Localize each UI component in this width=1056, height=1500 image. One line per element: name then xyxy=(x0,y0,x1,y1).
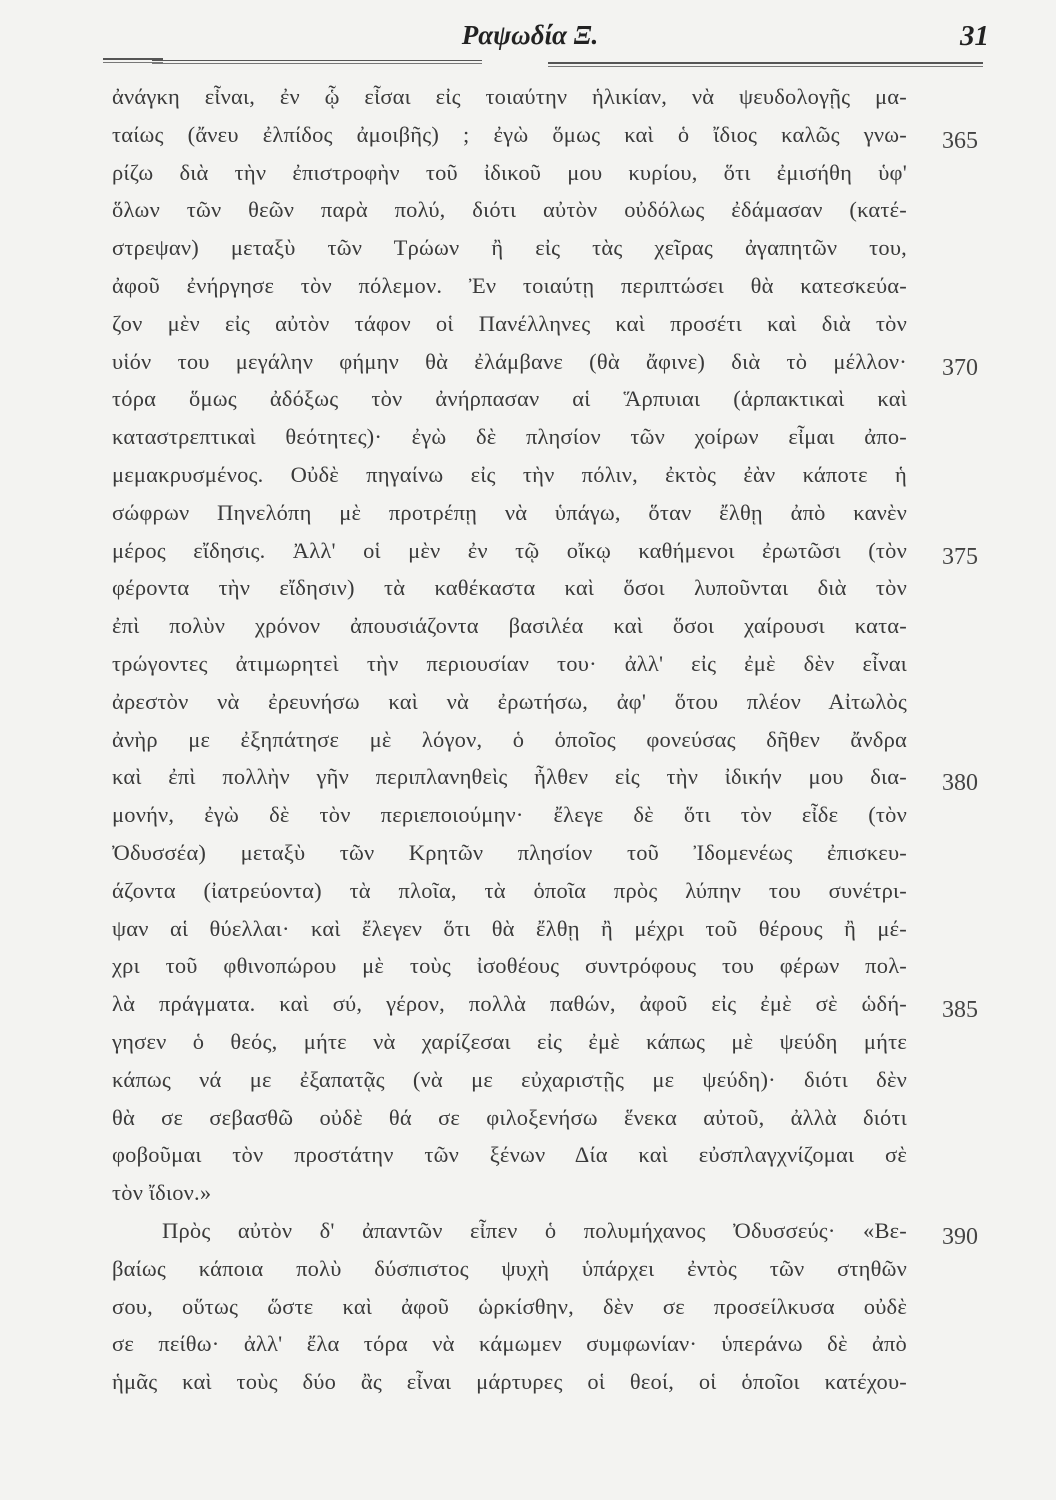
text-line: ρίζω διὰ τὴν ἐπιστροφὴν τοῦ ἰδικοῦ μου κυρίου, ὅτι ἐμισήθη ὑφ' xyxy=(112,159,907,185)
text-line: τόρα ὅμως ἀδόξως τὸν ἀνήρπασαν αἱ Ἅρπυιαι (ἁρπακτικαὶ καὶ xyxy=(112,386,907,412)
text-line: καταστρεπτικαὶ θεότητες)· ἐγὼ δὲ πλησίον τῶν χοίρων εἶμαι ἀπο- xyxy=(112,424,907,450)
text-line: λὰ πράγματα. καὶ σύ, γέρον, πολλὰ παθών, ἀφοῦ εἰς ἐμὲ σὲ ὡδή- xyxy=(112,991,907,1017)
text-line: ἐπὶ πολὺν χρόνον ἀπουσιάζοντα βασιλέα καὶ ὅσοι χαίρουσι κατα- xyxy=(112,613,907,639)
text-line: άζοντα (ἰατρεύοντα) τὰ πλοῖα, τὰ ὁποῖα πρὸς λύπην του συνέτρι- xyxy=(112,877,907,903)
verse-line-number: 385 xyxy=(942,997,978,1024)
chapter-title: Ραψωδία Ξ. xyxy=(461,20,599,50)
text-line: καὶ ἐπὶ πολλὴν γῆν περιπλανηθεὶς ἦλθεν εἰς τὴν ἰδικήν μου δια- xyxy=(112,764,907,790)
text-line: γησεν ὁ θεός, μήτε νὰ χαρίζεσαι εἰς ἐμὲ κάπως μὲ ψεύδη μήτε xyxy=(112,1029,907,1054)
text-line: ἀνὴρ με ἐξηπάτησε μὲ λόγον, ὁ ὁποῖος φονεύσας δῆθεν ἄνδρα xyxy=(112,726,907,752)
text-line: μεμακρυσμένος. Οὐδὲ πηγαίνω εἰς τὴν πόλιν, ἐκτὸς ἐὰν κάποτε ἡ xyxy=(112,462,907,487)
text-line: ὅλων τῶν θεῶν παρὰ πολύ, διότι αὐτὸν οὐδόλως ἐδάμασαν (κατέ- xyxy=(112,197,907,223)
text-line: ἀφοῦ ἐνήργησε τὸν πόλεμον. Ἐν τοιαύτῃ περιπτώσει θὰ κατεσκεύα- xyxy=(112,273,907,298)
text-line: υἱόν του μεγάλην φήμην θὰ ἐλάμβανε (θὰ ἄφινε) διὰ τὸ μέλλον· xyxy=(112,348,907,374)
text-line: φέροντα τὴν εἴδησιν) τὰ καθέκαστα καὶ ὅσοι λυποῦνται διὰ τὸν xyxy=(112,575,907,601)
text-line: ἀνάγκη εἶναι, ἐν ᾧ εἶσαι εἰς τοιαύτην ἡλικίαν, νὰ ψευδολογῇς μα- xyxy=(112,84,907,109)
text-line: χρι τοῦ φθινοπώρου μὲ τοὺς ἰσοθέους συντρόφους του φέρων πολ- xyxy=(112,953,907,979)
text-line: ἀρεστὸν νὰ ἐρευνήσω καὶ νὰ ἐρωτήσω, ἀφ' ὅτου πλέον Αἰτωλὸς xyxy=(112,688,907,714)
verse-line-number: 370 xyxy=(942,354,978,381)
text-line: σε πείθω· ἀλλ' ἔλα τόρα νὰ κάμωμεν συμφωνίαν· ὑπεράνω δὲ ἀπὸ xyxy=(112,1331,907,1357)
text-line: ψαν αἱ θύελλαι· καὶ ἔλεγεν ὅτι θὰ ἔλθῃ ἢ μέχρι τοῦ θέρους ἢ μέ- xyxy=(112,915,907,941)
text-line: μέρος εἴδησις. Ἀλλ' οἱ μὲν ἐν τῷ οἴκῳ καθήμενοι ἐρωτῶσι (τὸν xyxy=(112,537,907,563)
text-line: θὰ σε σεβασθῶ οὐδὲ θά σε φιλοξενήσω ἕνεκα αὐτοῦ, ἀλλὰ διότι xyxy=(112,1104,907,1130)
text-line: Πρὸς αὐτὸν δ' ἀπαντῶν εἶπεν ὁ πολυμήχανος Ὀδυσσεύς· «Βε- xyxy=(162,1218,907,1243)
verse-line-number: 390 xyxy=(942,1224,978,1250)
text-line: ζον μὲν εἰς αὐτὸν τάφον οἱ Πανέλληνες καὶ προσέτι καὶ διὰ τὸν xyxy=(112,310,907,336)
verse-line-number: 375 xyxy=(942,543,978,570)
text-line: κάπως νά με ἐξαπατᾷς (νὰ με εὐχαριστῇς με ψεύδη)· διότι δὲν xyxy=(112,1066,907,1092)
verse-line-number: 365 xyxy=(942,127,978,154)
text-line: τὸν ἴδιον.» xyxy=(112,1180,212,1206)
text-line: μονήν, ἐγὼ δὲ τὸν περιεποιούμην· ἔλεγε δὲ ὅτι τὸν εἶδε (τὸν xyxy=(112,802,907,828)
text-line: σου, οὕτως ὥστε καὶ ἀφοῦ ὡρκίσθην, δὲν σε προσείλκυσα οὐδὲ xyxy=(112,1293,907,1319)
verse-line-number: 380 xyxy=(942,770,978,797)
text-line: τρώγοντες ἀτιμωρητεὶ τὴν περιουσίαν του· ἀλλ' εἰς ἐμὲ δὲν εἶναι xyxy=(112,651,907,676)
text-line: ταίως (ἄνευ ἐλπίδος ἀμοιβῆς) ; ἐγὼ ὅμως καὶ ὁ ἴδιος καλῶς γνω- xyxy=(112,121,907,147)
text-line: ἡμᾶς καὶ τοὺς δύο ἂς εἶναι μάρτυρες οἱ θεοί, οἱ ὁποῖοι κατέχου- xyxy=(112,1369,907,1395)
page-number: 31 xyxy=(960,20,989,52)
header-rule-right xyxy=(548,62,983,67)
header-rule-middle xyxy=(152,60,482,64)
text-line: βαίως κάποια πολὺ δύσπιστος ψυχὴ ὑπάρχει ἐντὸς τῶν στηθῶν xyxy=(112,1255,907,1281)
text-line: Ὀδυσσέα) μεταξὺ τῶν Κρητῶν πλησίον τοῦ Ἰδομενέως ἐπισκευ- xyxy=(112,840,907,865)
text-line: φοβοῦμαι τὸν προστάτην τῶν ξένων Δία καὶ εὐσπλαγχνίζομαι σὲ xyxy=(112,1142,907,1168)
text-line: στρεψαν) μεταξὺ τῶν Τρώων ἢ εἰς τὰς χεῖρας ἀγαπητῶν του, xyxy=(112,235,907,261)
text-line: σώφρων Πηνελόπη μὲ προτρέπῃ νὰ ὑπάγω, ὅταν ἔλθῃ ἀπὸ κανὲν xyxy=(112,499,907,525)
